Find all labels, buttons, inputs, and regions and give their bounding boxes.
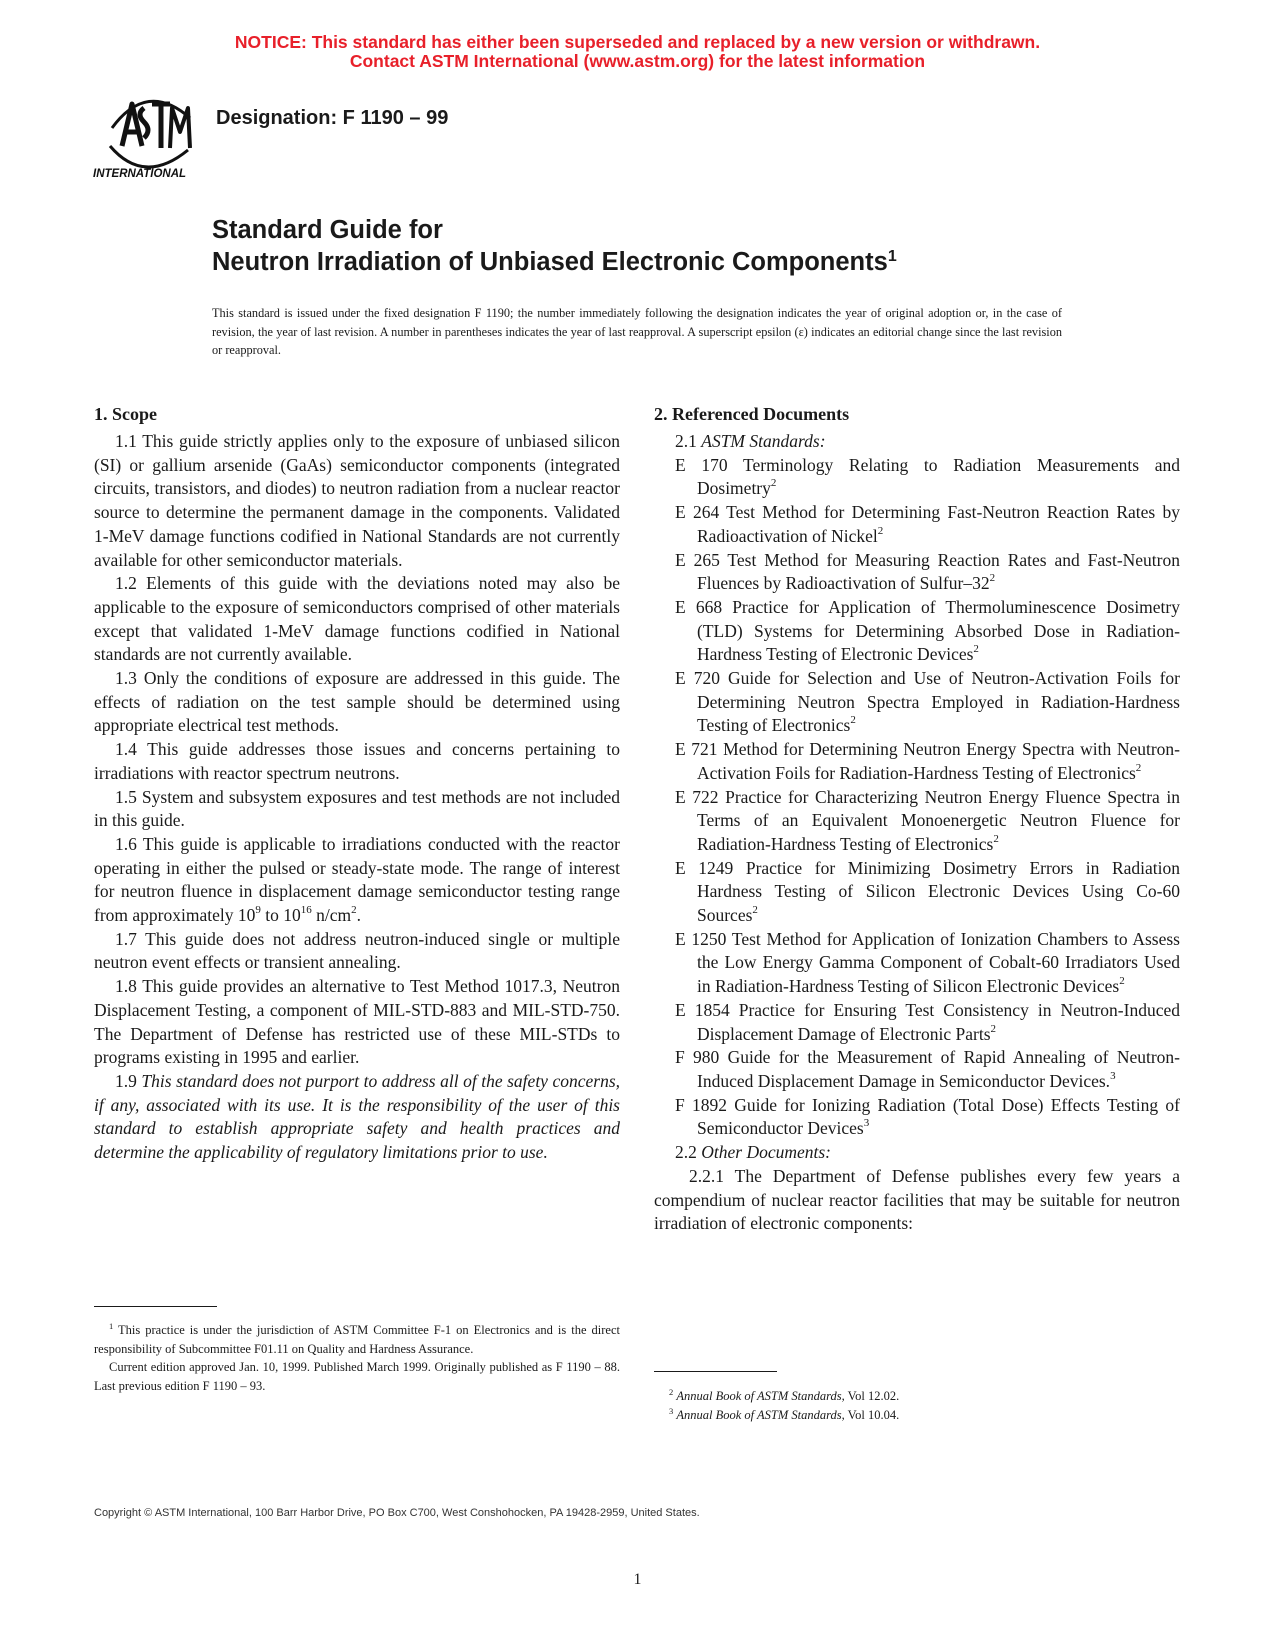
reference-item <box>675 857 1180 928</box>
sub-2-1-label: ASTM Standards: <box>701 431 826 451</box>
footnote-divider-left <box>94 1306 217 1307</box>
footnote-1-mark: 1 <box>109 1321 114 1331</box>
logo-wordmark: INTERNATIONAL <box>93 168 187 180</box>
reference-footnote-mark: 3 <box>1110 1069 1116 1082</box>
paragraph-1-2: 1.2 Elements of this guide with the deviations noted may also be applicable to the exposure of semiconductors comprised of other materials except that validated 1-MeV damage functions codified in National standards are not currently available. <box>94 573 620 665</box>
subsection-2-1 <box>654 430 1180 454</box>
page-number: 1 <box>633 1571 642 1588</box>
right-column <box>654 403 1180 1236</box>
paragraph-1-3: 1.3 Only the conditions of exposure are addressed in this guide. The effects of radiation on the test sample should be determined using appropriate electrical test methods. <box>94 668 620 736</box>
withdrawal-notice <box>0 33 1275 71</box>
p1-6-text: 1.6 This guide is applicable to irradiations conducted with the reactor operating in either the pulsed or steady-state mode. The range of interest for neutron fluence in displacement damage semiconductor testing range from approximately 10 <box>94 833 620 926</box>
reference-footnote-mark: 2 <box>989 572 996 585</box>
title-footnote-mark: 1 <box>887 248 897 265</box>
footnote-3-vol: Vol 10.04. <box>844 1407 900 1422</box>
footnote-2-book: Annual Book of ASTM Standards, <box>676 1389 845 1403</box>
paragraph-1-6 <box>94 833 620 928</box>
p1-9-num: 1.9 <box>115 1070 142 1091</box>
reference-footnote-mark: 2 <box>770 477 777 490</box>
reference-footnote-mark: 2 <box>993 832 999 845</box>
reference-item <box>675 501 1180 548</box>
paragraph-1-5: 1.5 System and subsystem exposures and test methods are not included in this guide. <box>94 786 620 831</box>
footnote-1 <box>94 1321 620 1358</box>
footnote-3 <box>654 1406 1180 1425</box>
section-heading-scope: 1. Scope <box>94 404 157 424</box>
left-column <box>94 403 620 1165</box>
title-line-2-text: Neutron Irradiation of Unbiased Electronic Components <box>212 248 888 276</box>
reference-text: E 170 Terminology Relating to Radiation Measurements and Dosimetry <box>675 454 1180 499</box>
p1-6-exp1: 9 <box>255 904 261 917</box>
reference-text: E 1249 Practice for Minimizing Dosimetry Errors in Radiation Hardness Testing of Silicon Electronic Devices Using Co-60 Sources <box>675 857 1180 926</box>
paragraph-1-8: 1.8 This guide provides an alternative to Test Method 1017.3, Neutron Displacement Testing, a component of MIL-STD-883 and MIL-STD-750. The Department of Defense has restricted use of these MIL-STDs to programs existing in 1995 and earlier. <box>94 976 620 1068</box>
notice-line-1: NOTICE: This standard has either been superseded and replaced by a new version or withdrawn. <box>234 32 1041 52</box>
footnote-1-text: This practice is under the jurisdiction of ASTM Committee F-1 on Electronics and is the direct responsibility of Subcommittee F01.11 on Quality and Hardness Assurance. <box>94 1323 620 1356</box>
reference-text: E 720 Guide for Selection and Use of Neutron-Activation Foils for Determining Neutron Spectra Employed in Radiation-Hardness Testing of Electronics <box>675 668 1180 736</box>
reference-item <box>675 596 1180 667</box>
reference-text: E 265 Test Method for Measuring Reaction Rates and Fast-Neutron Fluences by Radioactivation of Sulfur–32 <box>675 549 1180 594</box>
astm-logo <box>92 88 202 183</box>
sub-2-1-num: 2.1 <box>675 431 702 451</box>
reference-text: F 1892 Guide for Ionizing Radiation (Total Dose) Effects Testing of Semiconductor Devices <box>675 1094 1180 1139</box>
section-heading-referenced-documents: 2. Referenced Documents <box>654 404 850 424</box>
footnote-2-mark: 2 <box>669 1387 674 1397</box>
reference-footnote-mark: 2 <box>877 524 884 537</box>
reference-item <box>675 999 1180 1046</box>
subsection-2-2 <box>654 1141 1180 1165</box>
p1-9-text: This standard does not purport to address all of the safety concerns, if any, associated with its use. It is the responsibility of the user of this standard to establish appropriate safety and health practices and determine the applicability of regulatory limitations prior to use. <box>94 1070 621 1163</box>
footnote-3-mark: 3 <box>669 1405 674 1416</box>
p1-6-mid: to 10 <box>260 905 301 926</box>
reference-footnote-mark: 2 <box>1119 975 1125 988</box>
reference-text: E 1854 Practice for Ensuring Test Consistency in Neutron-Induced Displacement Damage of Electronic Parts <box>675 999 1180 1044</box>
reference-item <box>675 549 1180 596</box>
reference-footnote-mark: 2 <box>850 714 856 727</box>
reference-footnote-mark: 3 <box>863 1117 870 1130</box>
reference-item <box>675 1094 1180 1141</box>
reference-text: F 980 Guide for the Measurement of Rapid Annealing of Neutron-Induced Displacement Damage in Semiconductor Devices. <box>675 1047 1180 1091</box>
paragraph-1-7: 1.7 This guide does not address neutron-induced single or multiple neutron event effects or transient annealing. <box>94 928 620 973</box>
footnote-2 <box>654 1387 1180 1406</box>
footnote-1-edition: Current edition approved Jan. 10, 1999. Published March 1999. Originally published as F 1190 – 88. Last previous edition F 1190 – 93. <box>94 1360 620 1393</box>
document-title <box>212 214 897 278</box>
reference-text: E 722 Practice for Characterizing Neutron Energy Fluence Spectra in Terms of an Equivalent Monoenergetic Neutron Fluence for Radiation-Hardness Testing of Electronics <box>675 786 1180 854</box>
sub-2-2-label: Other Documents: <box>701 1142 832 1163</box>
reference-footnote-mark: 2 <box>990 1022 997 1035</box>
reference-item <box>675 667 1180 738</box>
footnotes-right <box>654 1387 1180 1424</box>
paragraph-1-9 <box>94 1070 620 1165</box>
p1-6-exp2: 16 <box>300 904 312 917</box>
reference-list <box>654 454 1180 1141</box>
sub-2-2-num: 2.2 <box>675 1142 702 1163</box>
title-line-1: Standard Guide for <box>212 216 443 244</box>
reference-text: E 668 Practice for Application of Thermoluminescence Dosimetry (TLD) Systems for Determining Absorbed Dose in Radiation-Hardness Testing of Electronic Devices <box>675 596 1180 665</box>
footnote-divider-right <box>654 1371 777 1372</box>
p1-6-unit: n/cm <box>311 905 352 926</box>
preamble: This standard is issued under the fixed designation F 1190; the number immediately following the designation indicates the year of original adoption or, in the case of revision, the year of last revision. A number in parentheses indicates the year of last reapproval. A superscript epsilon (ε) indicates an editorial change since the last revision or reapproval. <box>212 306 1062 357</box>
reference-footnote-mark: 2 <box>752 904 758 917</box>
footnotes-left <box>94 1321 620 1395</box>
reference-text: E 721 Method for Determining Neutron Energy Spectra with Neutron-Activation Foils for Radiation-Hardness Testing of Electronics <box>675 739 1180 783</box>
reference-item <box>675 454 1180 501</box>
footnote-2-vol: Vol 12.02. <box>844 1389 900 1403</box>
paragraph-1-4: 1.4 This guide addresses those issues and concerns pertaining to irradiations with reactor spectrum neutrons. <box>94 739 620 783</box>
reference-item <box>675 1046 1180 1093</box>
notice-line-2: Contact ASTM International (www.astm.org) for the latest information <box>349 51 926 71</box>
designation: Designation: F 1190 – 99 <box>216 107 449 129</box>
copyright-notice: Copyright © ASTM International, 100 Barr Harbor Drive, PO Box C700, West Conshohocken, PA 19428-2959, United States. <box>94 1507 700 1519</box>
reference-item <box>675 738 1180 785</box>
reference-footnote-mark: 2 <box>973 643 979 656</box>
reference-text: E 1250 Test Method for Application of Ionization Chambers to Assess the Low Energy Gamma Component of Cobalt-60 Irradiators Used in Radiation-Hardness Testing of Silicon Electronic Devices <box>675 928 1180 997</box>
paragraph-2-2-1: 2.2.1 The Department of Defense publishes every few years a compendium of nuclear reactor facilities that may be suitable for neutron irradiation of electronic components: <box>654 1165 1180 1234</box>
reference-text: E 264 Test Method for Determining Fast-Neutron Reaction Rates by Radioactivation of Nickel <box>675 502 1180 546</box>
paragraph-1-1: 1.1 This guide strictly applies only to the exposure of unbiased silicon (SI) or gallium arsenide (GaAs) semiconductor components (integrated circuits, transistors, and diodes) to neutron radiation from a nuclear reactor source to determine the permanent damage in the components. Validated 1-MeV damage functions codified in National Standards are not currently available for other semiconductor materials. <box>94 431 620 570</box>
footnote-3-book: Annual Book of ASTM Standards, <box>676 1407 845 1422</box>
p1-6-exp3: 2 <box>351 904 357 917</box>
reference-footnote-mark: 2 <box>1135 761 1142 774</box>
p1-6-end: . <box>356 905 361 926</box>
title-line-2 <box>212 246 897 278</box>
reference-item <box>675 786 1180 857</box>
reference-item <box>675 928 1180 999</box>
